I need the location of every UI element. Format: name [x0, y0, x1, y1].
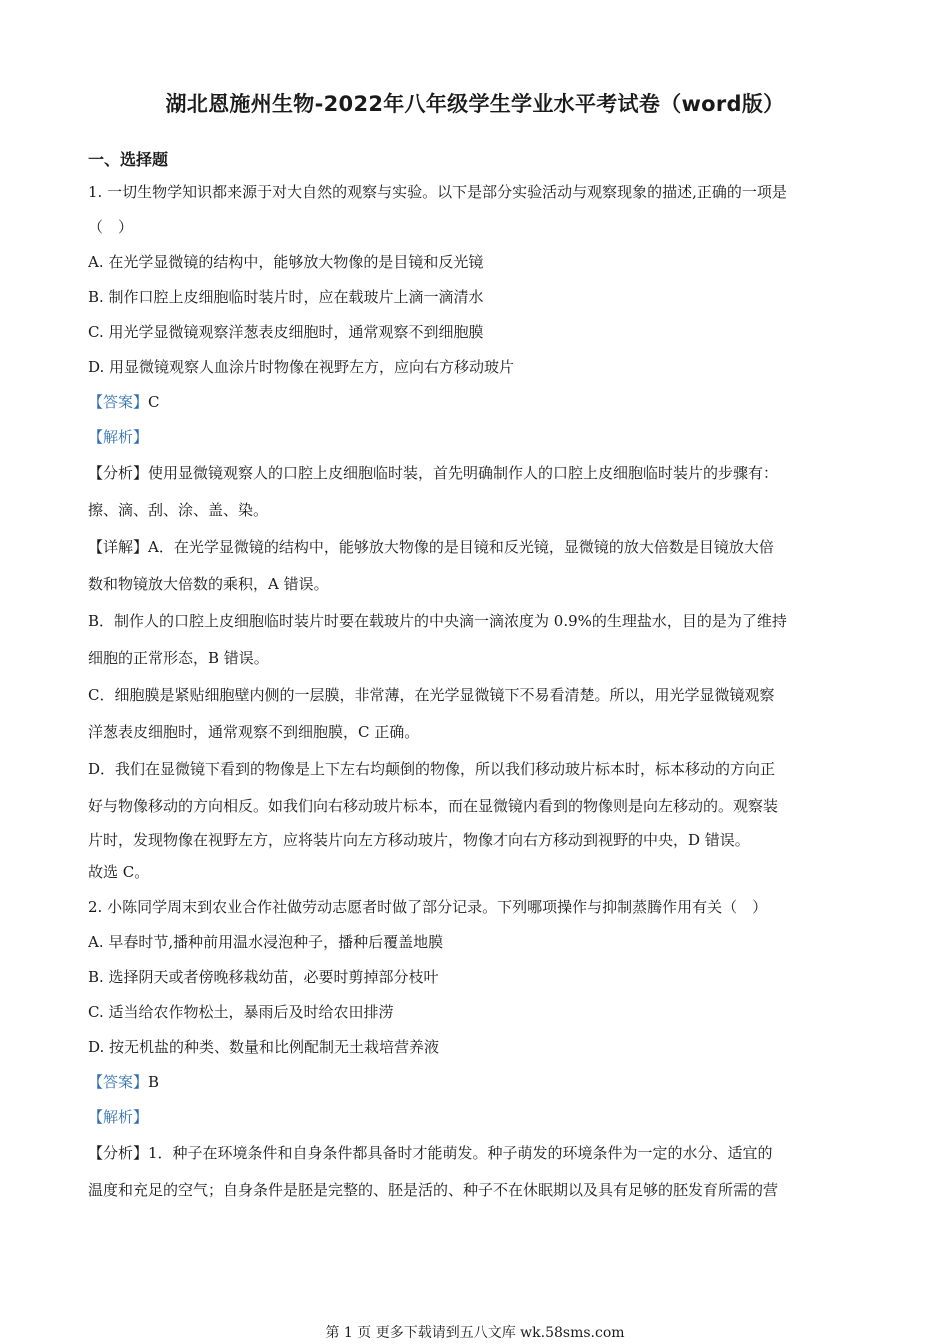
analysis-tag: 【解析】 [88, 428, 149, 446]
analysis-line: 【详解】A．在光学显微镜的结构中，能够放大物像的是目镜和反光镜，显微镜的放大倍数是目镜放大倍 [88, 538, 774, 556]
question-stem: 1. 一切生物学知识都来源于对大自然的观察与实验。以下是部分实验活动与观察现象的描述,正确的一项是 [88, 183, 787, 201]
option-d: D. 按无机盐的种类、数量和比例配制无土栽培营养液 [88, 1038, 440, 1056]
answer-tag: 【答案】 [88, 393, 149, 411]
answer-value: C [148, 393, 160, 411]
option-b: B. 制作口腔上皮细胞临时装片时，应在载玻片上滴一滴清水 [88, 288, 484, 306]
analysis-line: B．制作人的口腔上皮细胞临时装片时要在载玻片的中央滴一滴浓度为 0.9%的生理盐水，目的是为了维持 [88, 612, 787, 630]
question-2 [88, 890, 863, 1209]
analysis-line: 洋葱表皮细胞时，通常观察不到细胞膜，C 正确。 [88, 723, 420, 741]
option-a: A. 在光学显微镜的结构中，能够放大物像的是目镜和反光镜 [88, 253, 484, 271]
option-a: A. 早春时节,播种前用温水浸泡种子，播种后覆盖地膜 [88, 933, 444, 951]
question-1 [88, 175, 863, 890]
answer-line [88, 1065, 863, 1100]
analysis-line: 温度和充足的空气；自身条件是胚是完整的、胚是活的、种子不在休眠期以及具有足够的胚发育所需的营 [88, 1181, 779, 1199]
analysis-line: 【分析】1．种子在环境条件和自身条件都具备时才能萌发。种子萌发的环境条件为一定的水分、适宜的 [88, 1144, 773, 1162]
option-b: B. 选择阴天或者傍晚移栽幼苗，必要时剪掉部分枝叶 [88, 968, 439, 986]
answer-value: B [148, 1073, 160, 1091]
document-title: 湖北恩施州生物-2022年八年级学生学业水平考试卷（word版） [165, 92, 785, 116]
page-footer: 第 1 页 更多下载请到五八文库 wk.58sms.com [325, 1325, 625, 1341]
section-heading: 一、选择题 [88, 150, 169, 169]
analysis-line: 好与物像移动的方向相反。如我们向右移动玻片标本，而在显微镜内看到的物像则是向左移动的。观察装 [88, 797, 779, 815]
analysis-line: C．细胞膜是紧贴细胞壁内侧的一层膜，非常薄，在光学显微镜下不易看清楚。所以，用光学显微镜观察 [88, 686, 775, 704]
analysis-conclusion: 故选 C。 [88, 863, 150, 881]
analysis-line: 片时，发现物像在视野左方，应将装片向左方移动玻片，物像才向右方移动到视野的中央，D 错误。 [88, 831, 750, 849]
answer-line [88, 385, 863, 420]
document-body [88, 145, 863, 1209]
analysis-line: 擦、滴、刮、涂、盖、染。 [88, 501, 269, 519]
question-stem-blank: （ ） [88, 218, 134, 236]
answer-tag: 【答案】 [88, 1073, 149, 1091]
analysis-line: D．我们在显微镜下看到的物像是上下左右均颠倒的物像，所以我们移动玻片标本时，标本移动的方向正 [88, 760, 776, 778]
analysis-line: 细胞的正常形态，B 错误。 [88, 649, 269, 667]
analysis-line: 数和物镜放大倍数的乘积，A 错误。 [88, 575, 329, 593]
option-c: C. 适当给农作物松土，暴雨后及时给农田排涝 [88, 1003, 394, 1021]
option-d: D. 用显微镜观察人血涂片时物像在视野左方，应向右方移动玻片 [88, 358, 515, 376]
analysis-line: 【分析】使用显微镜观察人的口腔上皮细胞临时装，首先明确制作人的口腔上皮细胞临时装片的步骤有： [88, 464, 779, 482]
question-stem: 2. 小陈同学周末到农业合作社做劳动志愿者时做了部分记录。下列哪项操作与抑制蒸腾作用有关（ ） [88, 898, 768, 916]
option-c: C. 用光学显微镜观察洋葱表皮细胞时，通常观察不到细胞膜 [88, 323, 484, 341]
analysis-tag: 【解析】 [88, 1108, 149, 1126]
